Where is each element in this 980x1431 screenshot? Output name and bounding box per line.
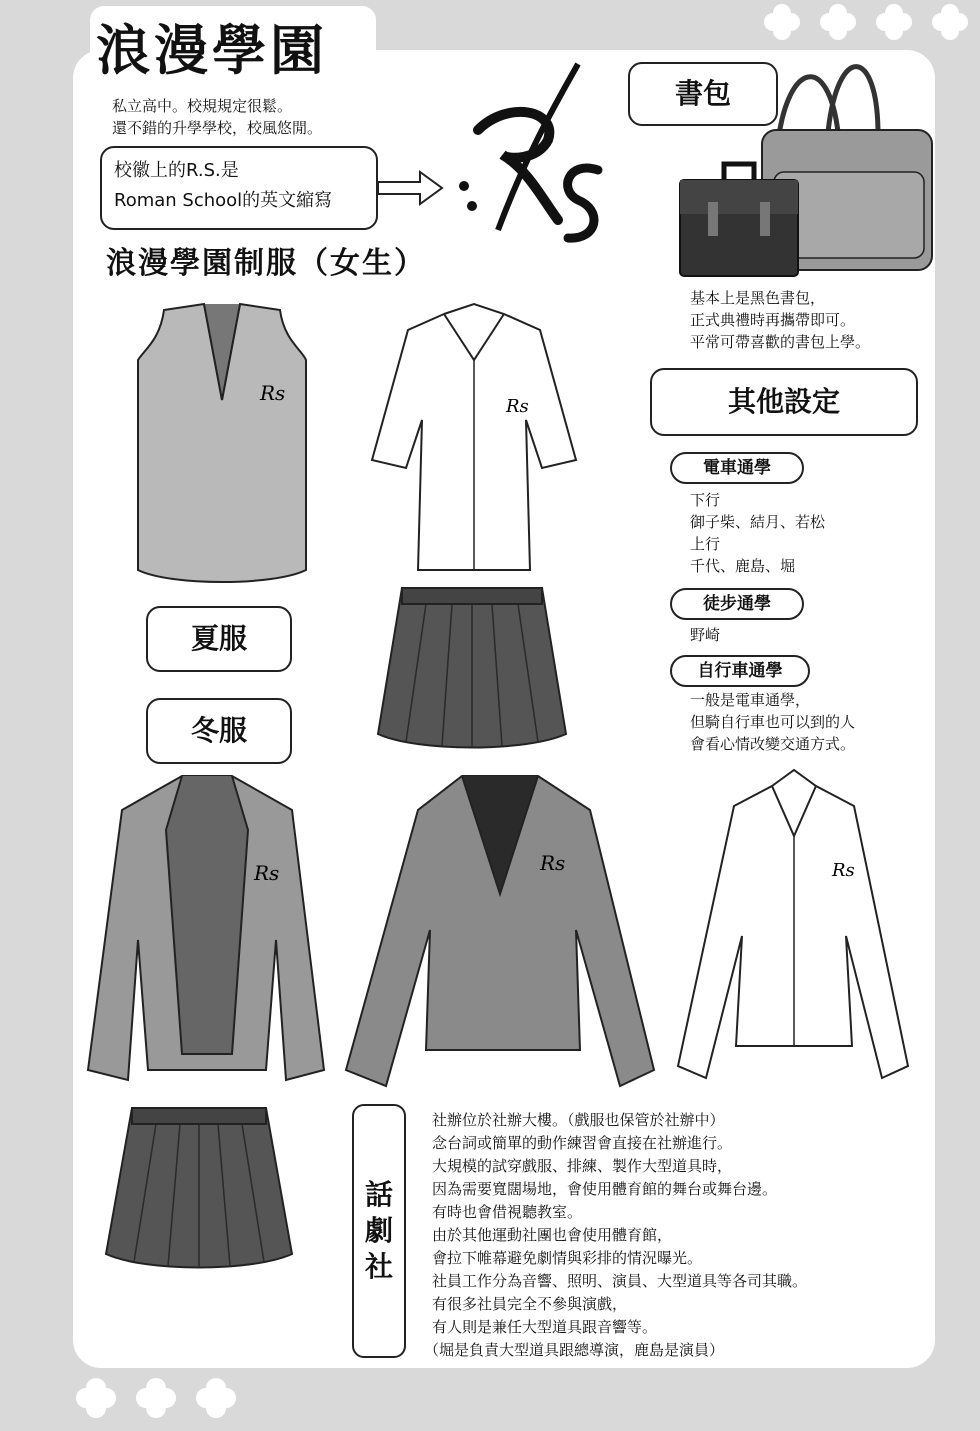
- summer-uniform-label: 夏服: [146, 606, 292, 672]
- other-settings-label: 其他設定: [650, 368, 918, 436]
- winter-skirt-illustration: [104, 1104, 294, 1274]
- callout-arrow: [376, 168, 446, 208]
- bag-illustration: [678, 52, 940, 278]
- drama-line-11: （堀是負責大型道具跟總導演，鹿島是演員）: [424, 1341, 725, 1359]
- svg-text:Rs: Rs: [540, 851, 566, 875]
- winter-sweater-illustration: [344, 770, 656, 1090]
- summer-shirt-illustration: [370, 300, 578, 580]
- bag-label: 書包: [628, 62, 778, 126]
- train-line-3: 上行: [690, 535, 721, 553]
- drama-line-5: 有時也會借視聽教室。: [432, 1203, 583, 1221]
- drama-line-3: 大規模的試穿戲服、排練、製作大型道具時，: [432, 1157, 733, 1175]
- callout-line-1: 校徽上的R.S.是: [114, 160, 239, 181]
- school-emblem: [458, 60, 618, 250]
- train-line-4: 千代、鹿島、堀: [690, 557, 796, 575]
- svg-text:Rs: Rs: [506, 396, 529, 417]
- bag-desc-2: 正式典禮時再攜帶即可。: [690, 311, 856, 329]
- drama-club-label: [352, 1104, 406, 1358]
- summer-vest-illustration: [134, 300, 310, 590]
- svg-text:Rs: Rs: [260, 381, 286, 405]
- bike-line-3: 會看心情改變交通方式。: [690, 735, 856, 753]
- drama-club-char-2: 劇: [364, 1214, 393, 1247]
- bag-desc-3: 平常可帶喜歡的書包上學。: [690, 333, 871, 351]
- train-line-2: 御子柴、結月、若松: [690, 513, 826, 531]
- winter-blazer-illustration: [86, 770, 326, 1086]
- emblem-script: [458, 60, 618, 250]
- winter-shirt-illustration: [676, 766, 910, 1088]
- summer-skirt-illustration: [376, 584, 568, 754]
- train-line-1: 下行: [690, 491, 721, 509]
- drama-line-10: 有人則是兼任大型道具跟音響等。: [432, 1318, 658, 1336]
- intro-line-1: 私立高中。校規規定很鬆。: [112, 97, 293, 115]
- svg-text:Rs: Rs: [254, 861, 280, 885]
- page-title: 浪漫學園: [96, 18, 328, 82]
- flower-decoration-top: [760, 0, 980, 50]
- winter-uniform-label: 冬服: [146, 698, 292, 764]
- drama-line-7: 會拉下帷幕避免劇情與彩排的情況曝光。: [432, 1249, 703, 1267]
- uniform-heading: 浪漫學園制服（女生）: [106, 246, 426, 281]
- bike-line-1: 一般是電車通學，: [690, 691, 811, 709]
- drama-line-1: 社辦位於社辦大樓。（戲服也保管於社辦中）: [432, 1111, 725, 1129]
- walk-line-1: 野崎: [690, 626, 721, 644]
- emblem-callout: [100, 146, 378, 230]
- tag-walk-commute: 徒步通學: [670, 588, 804, 620]
- bike-line-2: 但騎自行車也可以到的人: [690, 713, 856, 731]
- bag-desc-1: 基本上是黑色書包，: [690, 289, 826, 307]
- drama-club-char-3: 社: [364, 1250, 393, 1283]
- intro-line-2: 還不錯的升學學校，校風悠閒。: [112, 119, 323, 137]
- svg-text:Rs: Rs: [832, 860, 855, 881]
- callout-line-2: Roman School的英文縮寫: [114, 190, 333, 211]
- drama-club-char-1: 話: [364, 1178, 393, 1211]
- drama-line-4: 因為需要寬闊場地，會使用體育館的舞台或舞台邊。: [432, 1180, 778, 1198]
- tag-bike-commute: 自行車通學: [670, 655, 810, 687]
- drama-line-6: 由於其他運動社團也會使用體育館，: [432, 1226, 673, 1244]
- drama-line-9: 有很多社員完全不參與演戲，: [432, 1295, 628, 1313]
- drama-line-8: 社員工作分為音響、照明、演員、大型道具等各司其職。: [432, 1272, 808, 1290]
- tag-train-commute: 電車通學: [670, 452, 804, 484]
- flower-decoration-bottom: [72, 1370, 262, 1426]
- drama-line-2: 念台詞或簡單的動作練習會直接在社辦進行。: [432, 1134, 733, 1152]
